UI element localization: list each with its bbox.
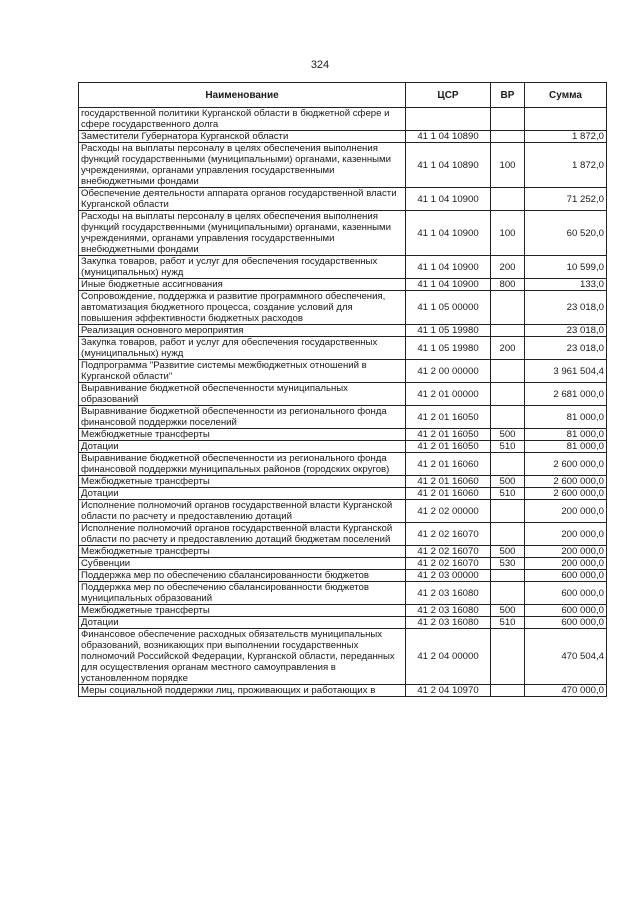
row-sum: 2 600 000,0 [525, 476, 607, 488]
row-vr [491, 291, 525, 325]
table-row [79, 441, 607, 453]
row-sum: 71 252,0 [525, 188, 607, 211]
table-row [79, 256, 607, 279]
row-csr: 41 1 05 19980 [406, 337, 491, 360]
row-csr: 41 2 01 16060 [406, 488, 491, 500]
row-csr: 41 2 02 00000 [406, 500, 491, 523]
row-vr: 100 [491, 211, 525, 256]
row-csr [406, 108, 491, 131]
row-csr: 41 2 03 16080 [406, 605, 491, 617]
row-name: Финансовое обеспечение расходных обязательств муниципальных образований, возникающих при выполнении государственных полномочий Российской Федерации, Курганской области, переданных для осуществления органам местного самоуправления в установленном порядке [79, 629, 406, 685]
table-row [79, 383, 607, 406]
table-row [79, 476, 607, 488]
table-row [79, 211, 607, 256]
row-name: Межбюджетные трансферты [79, 605, 406, 617]
row-sum: 200 000,0 [525, 546, 607, 558]
row-vr [491, 325, 525, 337]
table-row [79, 360, 607, 383]
row-name: Межбюджетные трансферты [79, 546, 406, 558]
header-vr: ВР [491, 83, 525, 108]
table-row [79, 325, 607, 337]
row-name: Межбюджетные трансферты [79, 476, 406, 488]
row-name: Меры социальной поддержки лиц, проживающих и работающих в [79, 685, 406, 697]
row-csr: 41 1 05 00000 [406, 291, 491, 325]
row-csr: 41 1 04 10900 [406, 188, 491, 211]
row-csr: 41 2 02 16070 [406, 558, 491, 570]
table-row [79, 406, 607, 429]
row-sum: 600 000,0 [525, 570, 607, 582]
row-name: Межбюджетные трансферты [79, 429, 406, 441]
row-sum: 3 961 504,4 [525, 360, 607, 383]
row-name: Сопровождение, поддержка и развитие программного обеспечения, автоматизация бюджетного процесса, создание условий для повышения эффективности бюджетных расходов [79, 291, 406, 325]
row-csr: 41 2 01 16050 [406, 406, 491, 429]
row-csr: 41 1 04 10900 [406, 211, 491, 256]
row-name: Исполнение полномочий органов государственной власти Курганской области по расчету и предоставлению дотаций [79, 500, 406, 523]
row-csr: 41 2 01 16060 [406, 476, 491, 488]
table-row [79, 500, 607, 523]
page-number: 324 [310, 59, 330, 71]
row-csr: 41 2 04 00000 [406, 629, 491, 685]
table-row [79, 453, 607, 476]
row-vr [491, 188, 525, 211]
row-csr: 41 2 00 00000 [406, 360, 491, 383]
row-vr [491, 453, 525, 476]
row-name: Дотации [79, 617, 406, 629]
row-csr: 41 1 04 10890 [406, 131, 491, 143]
table-row [79, 617, 607, 629]
row-vr [491, 685, 525, 697]
table-row [79, 605, 607, 617]
row-sum: 470 504,4 [525, 629, 607, 685]
row-sum [525, 108, 607, 131]
table-row [79, 488, 607, 500]
row-vr [491, 406, 525, 429]
budget-table [78, 82, 607, 697]
row-name: Выравнивание бюджетной обеспеченности из регионального фонда финансовой поддержки поселений [79, 406, 406, 429]
row-vr [491, 523, 525, 546]
row-name: Закупка товаров, работ и услуг для обеспечения государственных (муниципальных) нужд [79, 256, 406, 279]
table-row [79, 143, 607, 188]
table-row [79, 279, 607, 291]
table-row [79, 131, 607, 143]
row-csr: 41 1 04 10890 [406, 143, 491, 188]
row-sum: 600 000,0 [525, 617, 607, 629]
row-csr: 41 1 04 10900 [406, 279, 491, 291]
row-vr [491, 582, 525, 605]
row-vr: 200 [491, 337, 525, 360]
row-sum: 200 000,0 [525, 558, 607, 570]
row-name: Поддержка мер по обеспечению сбалансированности бюджетов муниципальных образований [79, 582, 406, 605]
row-vr [491, 360, 525, 383]
row-vr [491, 570, 525, 582]
row-sum: 600 000,0 [525, 582, 607, 605]
table-row [79, 108, 607, 131]
row-vr [491, 629, 525, 685]
row-sum: 81 000,0 [525, 406, 607, 429]
row-sum: 81 000,0 [525, 429, 607, 441]
row-name: государственной политики Курганской области в бюджетной сфере и сфере государственного долга [79, 108, 406, 131]
row-sum: 200 000,0 [525, 523, 607, 546]
row-sum: 1 872,0 [525, 143, 607, 188]
row-sum: 81 000,0 [525, 441, 607, 453]
row-csr: 41 1 05 19980 [406, 325, 491, 337]
row-csr: 41 2 02 16070 [406, 546, 491, 558]
table-row [79, 337, 607, 360]
row-vr [491, 500, 525, 523]
row-csr: 41 2 01 00000 [406, 383, 491, 406]
row-csr: 41 2 03 00000 [406, 570, 491, 582]
row-name: Обеспечение деятельности аппарата органов государственной власти Курганской области [79, 188, 406, 211]
row-csr: 41 1 04 10900 [406, 256, 491, 279]
row-vr: 100 [491, 143, 525, 188]
row-name: Субвенции [79, 558, 406, 570]
row-sum: 470 000,0 [525, 685, 607, 697]
row-csr: 41 2 01 16060 [406, 453, 491, 476]
row-vr: 500 [491, 605, 525, 617]
table-body [79, 108, 607, 697]
row-name: Поддержка мер по обеспечению сбалансированности бюджетов [79, 570, 406, 582]
table-row [79, 291, 607, 325]
row-name: Закупка товаров, работ и услуг для обеспечения государственных (муниципальных) нужд [79, 337, 406, 360]
row-sum: 2 600 000,0 [525, 453, 607, 476]
row-name: Иные бюджетные ассигнования [79, 279, 406, 291]
row-vr: 510 [491, 488, 525, 500]
table-row [79, 546, 607, 558]
row-vr: 800 [491, 279, 525, 291]
row-name: Исполнение полномочий органов государственной власти Курганской области по расчету и предоставлению дотаций бюджетам поселений [79, 523, 406, 546]
row-csr: 41 2 02 16070 [406, 523, 491, 546]
row-name: Выравнивание бюджетной обеспеченности из регионального фонда финансовой поддержки муниципальных районов (городских округов) [79, 453, 406, 476]
table-row [79, 429, 607, 441]
row-csr: 41 2 01 16050 [406, 429, 491, 441]
row-sum: 200 000,0 [525, 500, 607, 523]
row-sum: 23 018,0 [525, 337, 607, 360]
table-row [79, 685, 607, 697]
table-row [79, 523, 607, 546]
row-vr: 500 [491, 476, 525, 488]
row-name: Подпрограмма "Развитие системы межбюджетных отношений в Курганской области" [79, 360, 406, 383]
row-sum: 10 599,0 [525, 256, 607, 279]
row-sum: 23 018,0 [525, 291, 607, 325]
row-vr: 200 [491, 256, 525, 279]
row-sum: 2 600 000,0 [525, 488, 607, 500]
row-name: Дотации [79, 488, 406, 500]
row-sum: 2 681 000,0 [525, 383, 607, 406]
row-sum: 60 520,0 [525, 211, 607, 256]
row-sum: 1 872,0 [525, 131, 607, 143]
row-name: Дотации [79, 441, 406, 453]
row-csr: 41 2 03 16080 [406, 582, 491, 605]
table-row [79, 558, 607, 570]
table-row [79, 629, 607, 685]
row-vr [491, 131, 525, 143]
row-name: Расходы на выплаты персоналу в целях обеспечения выполнения функций государственными (муниципальными) органами, казенными учреждениями, органами управления государственными внебюджетными фондами [79, 211, 406, 256]
row-vr: 510 [491, 617, 525, 629]
row-name: Выравнивание бюджетной обеспеченности муниципальных образований [79, 383, 406, 406]
header-sum: Сумма [525, 83, 607, 108]
table-row [79, 582, 607, 605]
header-name: Наименование [79, 83, 406, 108]
row-vr: 500 [491, 429, 525, 441]
row-sum: 600 000,0 [525, 605, 607, 617]
row-vr: 510 [491, 441, 525, 453]
table-header-row [79, 83, 607, 108]
row-csr: 41 2 01 16050 [406, 441, 491, 453]
row-csr: 41 2 03 16080 [406, 617, 491, 629]
table-row [79, 188, 607, 211]
header-csr: ЦСР [406, 83, 491, 108]
row-name: Заместители Губернатора Курганской области [79, 131, 406, 143]
row-vr [491, 383, 525, 406]
row-vr [491, 108, 525, 131]
row-csr: 41 2 04 10970 [406, 685, 491, 697]
row-sum: 23 018,0 [525, 325, 607, 337]
row-sum: 133,0 [525, 279, 607, 291]
table-row [79, 570, 607, 582]
row-vr: 500 [491, 546, 525, 558]
row-name: Реализация основного мероприятия [79, 325, 406, 337]
row-vr: 530 [491, 558, 525, 570]
row-name: Расходы на выплаты персоналу в целях обеспечения выполнения функций государственными (муниципальными) органами, казенными учреждениями, органами управления государственными внебюджетными фондами [79, 143, 406, 188]
